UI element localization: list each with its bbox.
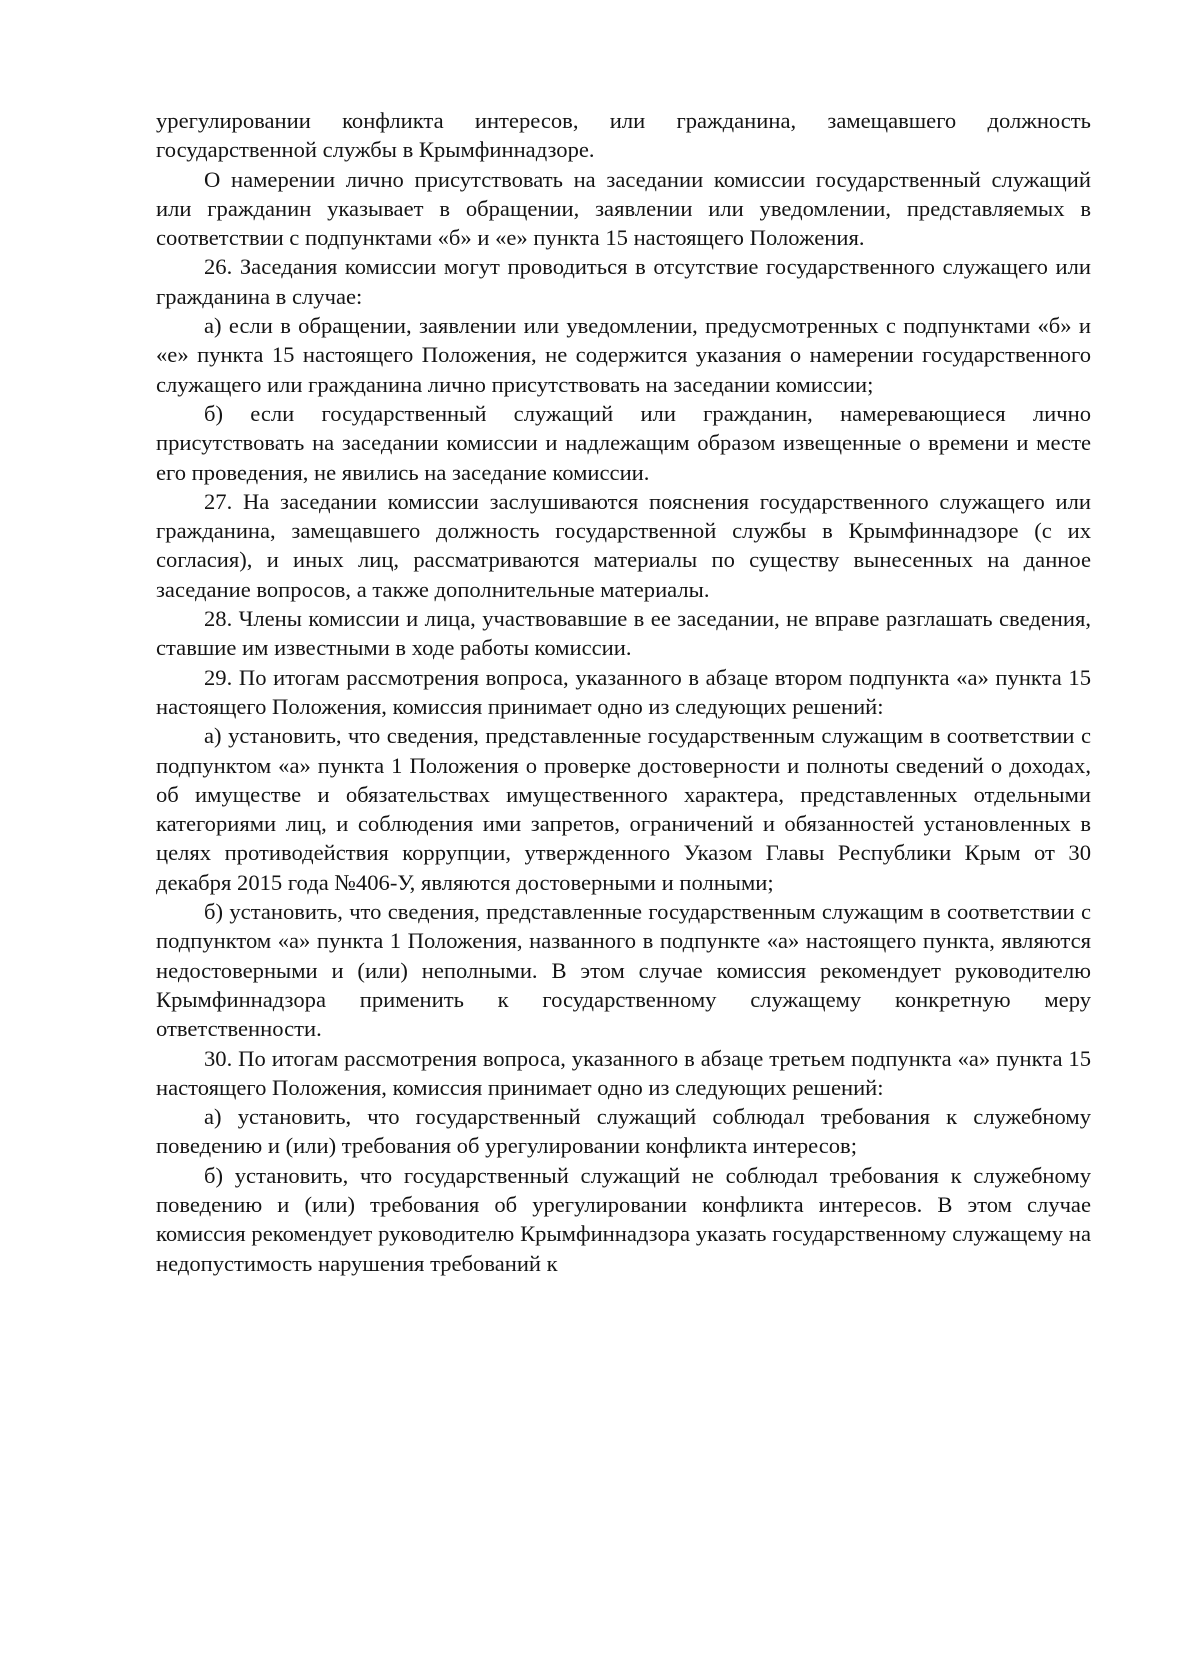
paragraph-29-b: б) установить, что сведения, представленные государственным служащим в соответствии с подпунктом «а» пункта 1 Положения, названного в подпункте «а» настоящего пункта, являются недостоверными и (или) неполными. В этом случае комиссия рекомендует руководителю Крымфиннадзора применить к государственному служащему конкретную меру ответственности. xyxy=(156,899,1091,1042)
paragraph-continuation: урегулировании конфликта интересов, или гражданина, замещавшего должность государственной службы в Крымфиннадзоре. xyxy=(156,108,1091,163)
paragraph-28: 28. Члены комиссии и лица, участвовавшие в ее заседании, не вправе разглашать сведения, ставшие им известными в ходе работы комиссии. xyxy=(156,606,1091,661)
paragraph-personal-presence: О намерении лично присутствовать на заседании комиссии государственный служащий или гражданин указывает в обращении, заявлении или уведомлении, представляемых в соответствии с подпунктами «б» и «е» пункта 15 настоящего Положения. xyxy=(156,166,1091,251)
paragraph-26: 26. Заседания комиссии могут проводиться в отсутствие государственного служащего или гражданина в случае: xyxy=(156,254,1091,309)
document-text xyxy=(156,106,1091,1278)
paragraph-26-b: б) если государственный служащий или гражданин, намеревающиеся лично присутствовать на заседании комиссии и надлежащим образом извещенные о времени и месте его проведения, не явились на заседание комиссии. xyxy=(156,400,1091,485)
paragraph-29-a: а) установить, что сведения, представленные государственным служащим в соответствии с подпунктом «а» пункта 1 Положения о проверке достоверности и полноты сведений о доходах, об имуществе и обязательствах имущественного характера, представленных отдельными категориями лиц, и соблюдения ими запретов, ограничений и обязанностей установленных в целях противодействия коррупции, утвержденного Указом Главы Республики Крым от 30 декабря 2015 года №406-У, являются достоверными и полными; xyxy=(156,723,1091,895)
paragraph-30-b: б) установить, что государственный служащий не соблюдал требования к служебному поведению и (или) требования об урегулировании конфликта интересов. В этом случае комиссия рекомендует руководителю Крымфиннадзора указать государственному служащему на недопустимость нарушения требований к xyxy=(156,1162,1091,1276)
paragraph-26-a: а) если в обращении, заявлении или уведомлении, предусмотренных с подпунктами «б» и «е» пункта 15 настоящего Положения, не содержится указания о намерении государственного служащего или гражданина лично присутствовать на заседании комиссии; xyxy=(156,313,1091,397)
paragraph-30: 30. По итогам рассмотрения вопроса, указанного в абзаце третьем подпункта «а» пункта 15 настоящего Положения, комиссия принимает одно из следующих решений: xyxy=(156,1045,1091,1100)
paragraph-29: 29. По итогам рассмотрения вопроса, указанного в абзаце втором подпункта «а» пункта 15 настоящего Положения, комиссия принимает одно из следующих решений: xyxy=(156,664,1091,719)
paragraph-27: 27. На заседании комиссии заслушиваются пояснения государственного служащего или гражданина, замещавшего должность государственной службы в Крымфиннадзоре (с их согласия), и иных лиц, рассматриваются материалы по существу вынесенных на данное заседание вопросов, а также дополнительные материалы. xyxy=(156,488,1091,602)
paragraph-30-a: а) установить, что государственный служащий соблюдал требования к служебному поведению и (или) требования об урегулировании конфликта интересов; xyxy=(156,1104,1091,1159)
